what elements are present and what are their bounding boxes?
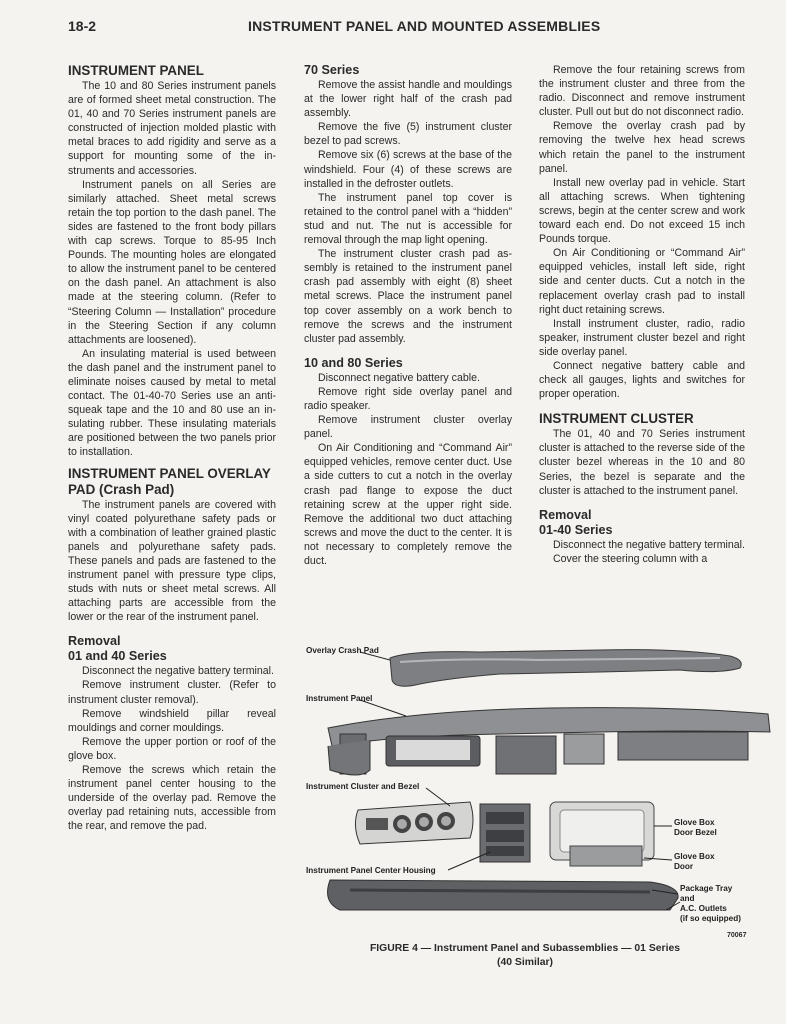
figure-4-illustration bbox=[300, 640, 778, 940]
paragraph: The 01, 40 and 70 Series instrument cluster is attached to the reverse side of the cluster bezel whereas in the 10 and 80 Series, the bezel is separate and the cluster is attached to the instrument panel. bbox=[539, 428, 745, 497]
figure-caption bbox=[360, 942, 690, 970]
paragraph: Cover the steering column with a bbox=[553, 552, 708, 565]
paragraph: Connect negative battery cable and check all gauges, lights and switches for proper operation. bbox=[539, 359, 745, 401]
paragraph: An insulating material is used between the dash panel and the instrument panel to eliminate noises caused by metal to metal contact. The 01-40-70 Series use an anti-squeak tape and the 10 and 80 use an insulating rubber. These insulating materials are positioned between the two panels prior to installation. bbox=[68, 347, 276, 459]
heading-instrument-panel: INSTRUMENT PANEL bbox=[68, 63, 204, 78]
callout-line: Package Tray bbox=[680, 884, 733, 893]
paragraph: Instrument panels on all Series are similarly attached. Sheet metal screws retain the top portion to the dash panel. The sides are fastened to the front body pillars with cap screws. Torque to 85-95 Inch Pounds. The mounting holes are elongated to allow the instrument panel to be centered on the dash panel. An attachment is also made at the steering column. (Refer to “Steering Column — Installation” procedure in the Steering Section if any column attachments are loosened). bbox=[68, 178, 276, 346]
callout-line: Door Bezel bbox=[674, 828, 717, 837]
heading-70-series: 70 Series bbox=[304, 63, 360, 77]
callout-glove-box-door bbox=[674, 852, 715, 872]
paragraph: Remove instrument cluster overlay panel. bbox=[304, 414, 512, 441]
paragraph: Install new overlay pad in vehicle. Start all attaching screws. When tightening screws, begin at the center screw and work toward each end. Do not exceed 15 inch Pounds torque. bbox=[539, 176, 745, 246]
paragraph: Disconnect the negative battery terminal. bbox=[553, 538, 745, 551]
column-3 bbox=[539, 63, 745, 566]
callout-overlay-crash-pad: Overlay Crash Pad bbox=[306, 646, 379, 655]
paragraph: Remove the screws which retain the instrument panel center housing to the underside of the overlay pad. Remove the overlay pad retaining nuts, accessible from the rear, and remove the pad. bbox=[68, 764, 276, 833]
running-title: INSTRUMENT PANEL AND MOUNTED ASSEMBLIES bbox=[248, 18, 601, 34]
package-tray-drawing bbox=[328, 880, 679, 910]
callout-instrument-cluster-bezel: Instrument Cluster and Bezel bbox=[306, 782, 420, 791]
paragraph: Remove the four retaining screws from the instrument cluster and three from the radio. Disconnect and remove instrument cluster. Pull out but do not disconnect radio. bbox=[539, 64, 745, 119]
caption-line-2: (40 Similar) bbox=[496, 957, 554, 968]
instrument-panel-drawing bbox=[328, 708, 770, 775]
paragraph: Remove windshield pillar reveal mouldings and corner mouldings. bbox=[68, 707, 276, 734]
heading-overlay-pad: INSTRUMENT PANEL OVERLAY PAD (Crash Pad) bbox=[68, 465, 271, 497]
heading-01-40-series: 01-40 Series bbox=[539, 522, 613, 537]
page-header bbox=[68, 18, 746, 40]
paragraph: Remove the overlay crash pad by removing the twelve hex head screws which retain the panel to the instrument panel. bbox=[539, 120, 745, 175]
paragraph: Remove six (6) screws at the base of the windshield. Four (4) of these screws are installed in the defroster outlets. bbox=[304, 149, 512, 190]
paragraph: Remove the five (5) instrument cluster bezel to pad screws. bbox=[304, 121, 512, 148]
heading-instrument-cluster: INSTRUMENT CLUSTER bbox=[539, 411, 694, 427]
paragraph: On Air Conditioning or “Command Air” equipped vehicles, install left side, right side and center ducts. Cut a notch in the replacement overlay crash pad to install right duct retaining screws. bbox=[539, 247, 745, 316]
column-1 bbox=[68, 63, 276, 834]
paragraph: Remove the upper portion or roof of the glove box. bbox=[68, 735, 276, 762]
callout-instrument-panel: Instrument Panel bbox=[306, 694, 373, 703]
paragraph: On Air Conditioning and “Command Air” equipped vehicles, remove center duct. Use a side cutters to cut a notch in the overlay crash pad flange to expose the duct retaining screw at the upper right side. Remove the additional two duct attaching screws and move the duct to the center. It is not necessary to completely remove the duct. bbox=[304, 442, 512, 567]
callout-line: Door bbox=[674, 862, 694, 871]
heading-removal: Removal bbox=[539, 507, 592, 522]
callout-package-tray bbox=[680, 884, 741, 924]
paragraph: The instrument cluster crash pad assembly is retained to the instrument panel crash pad assembly with eight (8) sheet metal screws. Place the instrument panel top cover assembly on a work bench to remove the screws and the instrument cluster pad assembly. bbox=[304, 248, 512, 345]
heading-removal: Removal bbox=[68, 634, 121, 649]
paragraph: Remove right side overlay panel and radio speaker. bbox=[304, 385, 512, 412]
paragraph: The instrument panels are covered with vinyl coated polyurethane safety pads or with a combination of leather grained plastic panels and polyurethane safety pads. These panels and pads are fastened to the instrument panel with pressure type clips, studs with nuts or sheet metal screws. All attaching parts are accessible from the lower or the rear of the instrument panel. bbox=[68, 498, 276, 624]
figure-code: 70067 bbox=[727, 932, 747, 939]
page-number: 18-2 bbox=[68, 18, 97, 34]
callout-line: Glove Box bbox=[674, 818, 715, 827]
overlay-crash-pad-drawing bbox=[390, 650, 741, 687]
paragraph: The 10 and 80 Series instrument panels are of formed sheet metal construction. The 01, 40 and 70 Series instrument panels are constructed of injection molded plastic with metal braces to add rigidity and serve as a support for mounting some of the instruments and accessories. bbox=[68, 80, 276, 177]
callout-center-housing: Instrument Panel Center Housing bbox=[306, 866, 436, 875]
paragraph: Remove the assist handle and mouldings at the lower right half of the crash pad assembly. bbox=[304, 79, 512, 120]
instrument-cluster-drawing bbox=[355, 802, 473, 844]
heading-01-40-series: 01 and 40 Series bbox=[68, 649, 167, 664]
callout-line: Glove Box bbox=[674, 852, 715, 861]
paragraph: Remove instrument cluster. (Refer to instrument cluster removal). bbox=[68, 679, 276, 706]
callout-line: (if so equipped) bbox=[680, 914, 741, 923]
callout-glove-box-door-bezel bbox=[674, 818, 717, 838]
paragraph: The instrument panel top cover is retained to the control panel with a “hidden” stud and nut. The nut is accessible for removal through the map light opening. bbox=[304, 191, 512, 247]
callout-line: and bbox=[680, 894, 695, 903]
paragraph: Install instrument cluster, radio, radio speaker, instrument cluster bezel and right side overlay panel. bbox=[539, 317, 745, 358]
paragraph: Disconnect negative battery cable. bbox=[318, 371, 480, 384]
column-2 bbox=[304, 63, 512, 568]
callout-line: A.C. Outlets bbox=[680, 904, 727, 913]
heading-10-80-series: 10 and 80 Series bbox=[304, 355, 403, 370]
glove-box-drawing bbox=[550, 802, 654, 866]
caption-line-1: FIGURE 4 — Instrument Panel and Subassemblies — 01 Series bbox=[369, 943, 681, 954]
paragraph: Disconnect the negative battery terminal. bbox=[82, 665, 274, 678]
